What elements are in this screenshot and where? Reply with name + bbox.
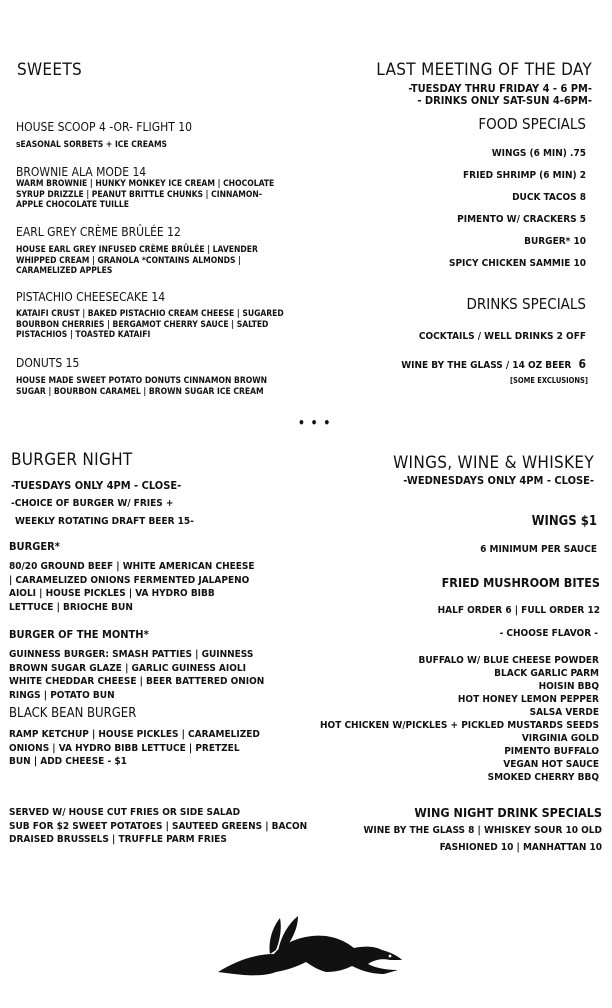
burger-desc [9, 560, 255, 614]
botm-desc-line: BROWN SUGAR GLAZE | GARLIC GUINESS AIOLI [9, 662, 246, 674]
burger-desc-line: 80/20 GROUND BEEF | WHITE AMERICAN CHEESE [9, 561, 255, 572]
burger-night-line2: -CHOICE OF BURGER W/ FRIES + [11, 498, 174, 509]
sweets-title: SWEETS [17, 60, 83, 80]
donuts-desc: HOUSE MADE SWEET POTATO DONUTS CINNAMON BROWN SUGAR | BOURBON CARAMEL | BROWN SUGAR ICE CREAM [16, 376, 268, 397]
food-item-chicken-sammie: SPICY CHICKEN SAMMIE 10 [448, 258, 586, 269]
choose-flavor: - CHOOSE FLAVOR - [499, 628, 598, 639]
food-item-shrimp: FRIED SHRIMP (6 MIN) 2 [463, 170, 586, 181]
exclusions-note: [SOME EXCLUSIONS] [509, 376, 588, 385]
brownie-name: BROWNIE ALA MODE 14 [16, 165, 147, 179]
food-item-burger: BURGER* 10 [524, 236, 586, 247]
brownie-desc: WARM BROWNIE | HUNKY MONKEY ICE CREAM | CHOCOLATE SYRUP DRIZZLE | PEANUT BRITTLE CHUNKS | CINNAMON- APPLE CHOCOLATE TUILLE [16, 179, 275, 211]
house-scoop-name: HOUSE SCOOP 4 -OR- FLIGHT 10 [16, 120, 192, 134]
food-specials-title: FOOD SPECIALS [478, 115, 586, 133]
served-line: SUB FOR $2 SWEET POTATOES | SAUTEED GREENS | BACON [9, 820, 308, 832]
burger-night-line1: -TUESDAYS ONLY 4PM - CLOSE- [11, 479, 182, 492]
donuts-name: DONUTS 15 [16, 356, 80, 370]
flavor-item: PIMENTO BUFFALO [504, 746, 599, 757]
cheesecake-desc: KATAIFI CRUST | BAKED PISTACHIO CREAM CHEESE | SUGARED BOURBON CHERRIES | BERGAMOT CHERRY SAUCE | SALTED PISTACHIOS | TOASTED KATAIFI [16, 309, 284, 341]
flavor-item: VIRGINIA GOLD [521, 733, 599, 744]
wing-night-drinks-line1: WINE BY THE GLASS 8 | WHISKEY SOUR 10 OLD [363, 825, 602, 836]
drinks-wine-beer [401, 357, 586, 371]
food-item-pimento: PIMENTO W/ CRACKERS 5 [457, 214, 586, 225]
food-item-wings: WINGS (6 MIN) .75 [491, 148, 586, 159]
food-item-tacos: DUCK TACOS 8 [512, 192, 586, 203]
bean-desc-line: ONIONS | VA HYDRO BIBB LETTUCE | PRETZEL [9, 742, 240, 754]
burger-desc-line: LETTUCE | BRIOCHE BUN [9, 601, 133, 613]
drinks-specials-title: DRINKS SPECIALS [466, 295, 586, 313]
wings-night-title: WINGS, WINE & WHISKEY [393, 453, 594, 473]
bean-desc-line: RAMP KETCHUP | HOUSE PICKLES | CARAMELIZED [9, 729, 260, 740]
bean-desc-line: BUN | ADD CHEESE - $1 [9, 756, 127, 767]
drinks-wine-beer-price: 6 [578, 357, 586, 371]
creme-brulee-name: EARL GREY CRÈME BRÛLÉE 12 [16, 225, 181, 239]
drinks-cocktails: COCKTAILS / WELL DRINKS 2 OFF [418, 331, 586, 342]
flavor-item: HOISIN BBQ [538, 681, 599, 692]
wings-night-subtitle: -WEDNESDAYS ONLY 4PM - CLOSE- [403, 474, 594, 487]
section-divider: • • • [298, 416, 332, 430]
burger-of-month-desc [9, 648, 264, 702]
flavor-item: HOT CHICKEN W/PICKLES + PICKLED MUSTARDS SEEDS [320, 720, 599, 731]
flavor-list [320, 654, 599, 784]
mushroom-bites-price: HALF ORDER 6 | FULL ORDER 12 [437, 605, 600, 616]
flavor-item: BLACK GARLIC PARM [494, 668, 599, 679]
last-meeting-line2: - DRINKS ONLY SAT-SUN 4-6PM- [417, 94, 592, 107]
black-bean-desc [9, 728, 260, 769]
flavor-item: HOT HONEY LEMON PEPPER [457, 694, 599, 705]
flavor-item: SMOKED CHERRY BBQ [487, 772, 599, 783]
burger-title: BURGER* [9, 540, 60, 553]
mushroom-bites-title: FRIED MUSHROOM BITES [441, 575, 600, 590]
wings-minimum: 6 MINIMUM PER SAUCE [480, 544, 597, 555]
botm-desc-line: WHITE CHEDDAR CHEESE | BEER BATTERED ONION [9, 676, 265, 687]
served-line: DRAISED BRUSSELS | TRUFFLE PARM FRIES [9, 834, 227, 845]
wing-night-drinks-line2: FASHIONED 10 | MANHATTAN 10 [439, 842, 602, 853]
burger-desc-line: AIOLI | HOUSE PICKLES | VA HYDRO BIBB [9, 588, 215, 599]
wings-price: WINGS $1 [531, 514, 597, 529]
served-line: SERVED W/ HOUSE CUT FRIES OR SIDE SALAD [9, 807, 241, 818]
botm-desc-line: GUINNESS BURGER: SMASH PATTIES | GUINNESS [9, 649, 254, 660]
flavor-item: VEGAN HOT SAUCE [503, 759, 599, 770]
flavor-item: SALSA VERDE [529, 707, 599, 718]
black-bean-title: BLACK BEAN BURGER [9, 706, 137, 721]
botm-desc-line: RINGS | POTATO BUN [9, 689, 115, 701]
running-hare-logo [214, 910, 404, 980]
flavor-item: BUFFALO W/ BLUE CHEESE POWDER [418, 655, 599, 666]
last-meeting-line1: -TUESDAY THRU FRIDAY 4 - 6 PM- [408, 82, 592, 95]
burger-desc-line: | CARAMELIZED ONIONS FERMENTED JALAPENO [9, 574, 250, 586]
creme-brulee-desc: HOUSE EARL GREY INFUSED CRÈME BRÛLÉE | LAVENDER WHIPPED CREAM | GRANOLA *CONTAINS ALMONDS | CARAMELIZED APPLES [16, 245, 258, 277]
wing-night-drinks-title: WING NIGHT DRINK SPECIALS [414, 805, 602, 820]
burger-night-title: BURGER NIGHT [11, 450, 133, 470]
burger-night-line3: WEEKLY ROTATING DRAFT BEER 15- [15, 516, 194, 527]
burger-of-month-title: BURGER OF THE MONTH* [9, 628, 149, 641]
served-with-note [9, 806, 307, 847]
last-meeting-title: LAST MEETING OF THE DAY [376, 60, 592, 80]
house-scoop-desc: sEASONAL SORBETS + ICE CREAMS [16, 140, 168, 150]
drinks-wine-beer-label: WINE BY THE GLASS / 14 OZ BEER [401, 360, 572, 371]
cheesecake-name: PISTACHIO CHEESECAKE 14 [16, 290, 166, 304]
